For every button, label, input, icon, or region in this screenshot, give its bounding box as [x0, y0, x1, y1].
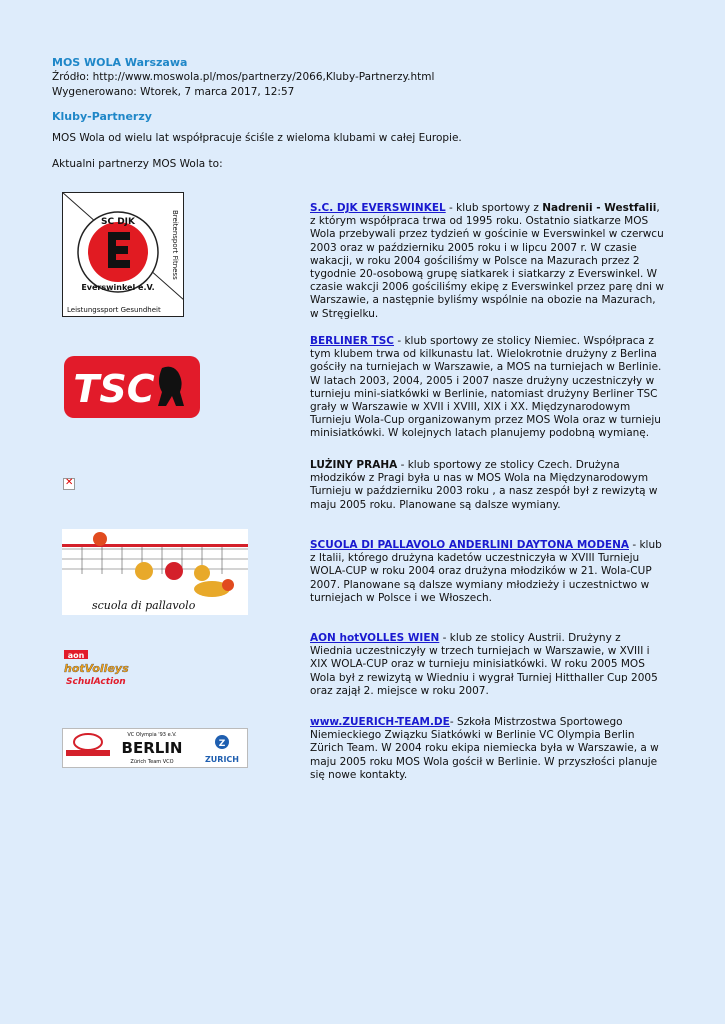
intro-paragraph: MOS Wola od wielu lat współpracuje ściśle z wieloma klubami w całej Europie.	[52, 132, 462, 144]
tsc-logo	[62, 354, 202, 424]
zurich-logo-sub: Zürich Team VCO	[130, 759, 174, 765]
wien-logo	[62, 648, 132, 692]
zurich-logo-top: VC Olympia '93 e.V.	[127, 732, 177, 738]
generated-line: Wygenerowano: Wtorek, 7 marca 2017, 12:57	[52, 86, 295, 98]
modena-logo	[62, 529, 248, 619]
zurich-logo-main: BERLIN	[121, 739, 183, 757]
everswinkel-logo	[62, 192, 184, 321]
link-modena[interactable]: SCUOLA DI PALLAVOLO ANDERLINI DAYTONA MODENA	[310, 539, 629, 551]
everswinkel-logo-side: Breitensport Fitness	[171, 210, 179, 280]
wien-logo-aon: aon	[67, 651, 85, 660]
tsc-logo-text: TSC	[73, 367, 155, 411]
link-berliner-tsc[interactable]: BERLINER TSC	[310, 335, 394, 347]
section-title: Kluby-Partnerzy	[52, 110, 152, 123]
site-title: MOS WOLA Warszawa	[52, 56, 188, 69]
broken-image-icon: ✕	[65, 477, 74, 488]
wien-logo-hot: hotVolleys	[64, 662, 129, 675]
name-luziny-praha: LUŻINY PRAHA	[310, 459, 398, 471]
entry-wien: AON hotVOLLES WIEN - klub ze stolicy Austrii. Drużyny z Wiednia uczestniczyły w trzech turniejach w Warszawie, w XVIII i XIX WOLA-CUP oraz w turnieju minisiatkówki. W roku 2005 MOS Wola był z rewizytą w Wiedniu i wygrał Turniej Hitthaller Cup 2005 oraz zajął 2. miejsce w roku 2007.	[310, 632, 658, 697]
modena-logo-text: scuola di pallavolo	[92, 599, 196, 612]
link-everswinkel[interactable]: S.C. DJK EVERSWINKEL	[310, 202, 446, 214]
entry-luziny-praha: LUŻINY PRAHA - klub sportowy ze stolicy Czech. Drużyna młodzików z Pragi była u nas w MOS Wola na Międzynarodowym Turnieju w październiku 2003 roku , a nasz zespół był z rewizytą w maju 2005 roku. Planowane są dalsze wymiany.	[310, 459, 658, 511]
everswinkel-logo-top: SC DJK	[100, 217, 136, 227]
entry-zuerich-team: www.ZUERICH-TEAM.DE- Szkoła Mistrzostwa Sportowego Niemieckiego Związku Siatkówki w Berlinie VC Olympia Berlin Zürich Team. W 2004 roku ekipa niemiecka była w Warszawie, a w maju 2005 roku MOS Wola gościł w Berlinie. W przyszłości planuje się nowe kontakty.	[310, 716, 659, 781]
zurich-logo	[62, 728, 248, 772]
wien-logo-action: SchulAction	[66, 677, 126, 687]
entry-everswinkel: S.C. DJK EVERSWINKEL - klub sportowy z Nadrenii - Westfalii, z którym współpraca trwa od 1995 roku. Ostatnio siatkarze MOS Wola przebywali przez tydzień w gościnie w Everswinkel w czerwcu 2003 oraz w październiku 2005 roku i w lipcu 2007 r. W czasie wakacji, w roku 2004 gościliśmy w Polsce na Mazurach przez 2 tygodnie 20-osobową grupę siatkarek i siatkarzy z Everswinkel. W czasie wakcji 2006 gościliśmy ekipę z Everswinkel przez parę dni w Warszawie, a następnie byliśmy wspólnie na obozie na Mazurach, w Stręgielku.	[310, 202, 664, 320]
partners-intro: Aktualni partnerzy MOS Wola to:	[52, 158, 223, 170]
everswinkel-logo-footer: Leistungssport Gesundheit	[67, 306, 161, 314]
entry-berliner-tsc: BERLINER TSC - klub sportowy ze stolicy Niemiec. Współpraca z tym klubem trwa od kilkunastu lat. Wielokrotnie drużyny z Berlina gościły na turniejach w Warszawie, a MOS na turniejach w Berlinie. W latach 2003, 2004, 2005 i 2007 nasze drużyny uczestniczyły w turnieju mini-siatkówki w Berlinie, natomiast drużyny Berliner TSC grały w Warszawie w XVII i XVIII, XIX i XX. Międzynarodowym Turnieju Wola-Cup organizowanym przez MOS Wola oraz w turnieju minisiatkówki. W kolejnych latach planujemy podobną wymianę.	[310, 335, 662, 440]
everswinkel-logo-bottom: Everswinkel e.V.	[81, 283, 155, 292]
link-zuerich-team[interactable]: www.ZUERICH-TEAM.DE	[310, 716, 450, 728]
source-line: Źródło: http://www.moswola.pl/mos/partnerzy/2066,Kluby-Partnerzy.html	[52, 71, 435, 83]
entry-modena: SCUOLA DI PALLAVOLO ANDERLINI DAYTONA MODENA - klub z Italii, którego drużyna kadetów uczestniczyła w XVIII Turnieju WOLA-CUP w roku 2004 oraz drużyna młodzików w 21. Wola-CUP 2007. Planowane są dalsze wymiany młodzieży i uczestnictwo w turniejach w Polsce i we Włoszech.	[310, 539, 662, 604]
zurich-logo-brand: ZURICH	[205, 755, 239, 764]
link-wien[interactable]: AON hotVOLLES WIEN	[310, 632, 440, 644]
svg-text:Z: Z	[218, 739, 226, 749]
